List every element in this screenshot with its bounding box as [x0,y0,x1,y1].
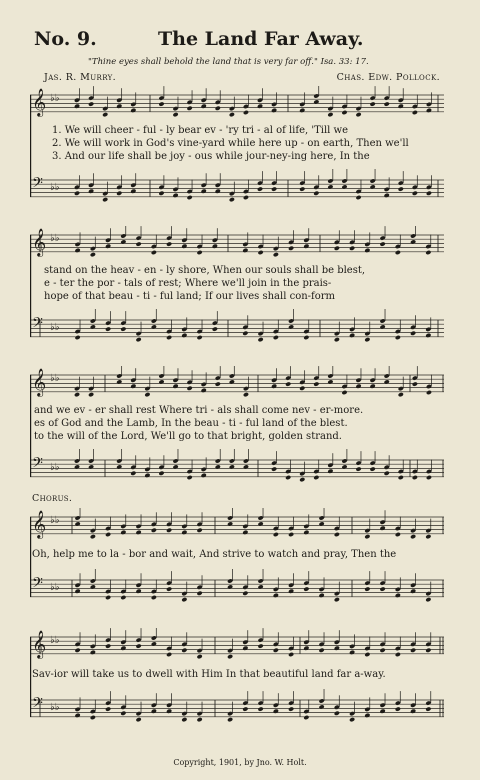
note-head [197,250,203,255]
music-system-5 [30,628,444,728]
note-head [384,471,390,476]
verse-line-1: stand on the heav - en - ly shore, When our souls shall be blest, [44,265,366,276]
note-head [201,189,207,194]
note-head [395,593,401,598]
note-head [166,652,172,657]
note-head [410,589,416,594]
note-head [412,110,418,115]
note-head [120,530,126,535]
note-head [243,110,249,115]
note-head [257,186,263,191]
note-head [426,475,432,480]
note-head [166,528,172,533]
note-head [334,246,340,251]
note-head [130,384,136,389]
bass-clef-icon: 𝄢 [32,175,43,195]
note-head [425,333,431,338]
note-head [303,335,309,340]
note-head [258,584,264,589]
note-head [74,464,80,469]
music-system-3 [30,366,444,488]
note-head [288,324,294,329]
note-head [215,464,221,469]
note-head [380,586,386,591]
note-head [258,521,264,526]
note-head [158,101,164,106]
note-head [120,595,126,600]
key-signature-icon: ♭♭ [50,462,60,473]
note-head [380,648,386,653]
note-head [212,244,218,249]
note-head [334,646,340,651]
note-head [364,586,370,591]
note-head [273,709,279,714]
note-head [102,112,108,117]
note-head [334,337,340,342]
note-head [319,648,325,653]
note-head [380,709,386,714]
note-head [410,709,416,714]
note-head [158,191,164,196]
note-head [227,717,233,722]
note-head [299,108,305,113]
key-signature-icon: ♭♭ [50,702,60,713]
note-head [227,521,233,526]
note-head [212,326,218,331]
note-head [410,239,416,244]
note-head [166,335,172,340]
note-head [395,532,401,537]
note-head [384,379,390,384]
note-head [151,528,157,533]
note-head [74,104,80,109]
treble-clef-icon: 𝄞 [32,228,47,256]
note-head [364,337,370,342]
note-head [299,386,305,391]
note-head [384,193,390,198]
note-head [288,652,294,657]
note-head [412,475,418,480]
note-head [88,392,94,397]
note-head [197,335,203,340]
note-head [172,112,178,117]
key-signature-icon: ♭♭ [50,322,60,333]
note-head [88,101,94,106]
note-head [319,593,325,598]
verse-line-1: 1. We will cheer - ful - ly bear ev - 'ry tri - al of life, 'Till we [52,125,349,136]
note-head [349,717,355,722]
note-head [201,473,207,478]
composer-credit: Chas. Edw. Pollock. [336,72,440,83]
note-head [355,384,361,389]
note-head [288,589,294,594]
note-head [327,469,333,474]
note-head [271,186,277,191]
note-head [243,464,249,469]
note-head [303,586,309,591]
note-head [215,189,221,194]
note-head [355,466,361,471]
note-head [120,326,126,331]
note-head [395,250,401,255]
note-head [201,104,207,109]
note-head [75,335,81,340]
note-head [242,248,248,253]
note-head [120,239,126,244]
note-head [75,248,81,253]
note-head [136,530,142,535]
note-head [187,106,193,111]
note-head [327,184,333,189]
note-head [355,195,361,200]
note-head [273,648,279,653]
note-head [271,384,277,389]
note-head [105,706,111,711]
note-head [425,648,431,653]
hymn-title: The Land Far Away. [158,28,364,50]
music-system-4 [30,508,444,608]
note-head [412,381,418,386]
note-head [229,379,235,384]
note-head [273,252,279,257]
verse-line-1: Oh, help me to la - bor and wait, And strive to watch and pray, Then the [32,549,397,560]
note-head [75,589,81,594]
note-head [105,643,111,648]
note-head [215,381,221,386]
note-head [341,464,347,469]
note-head [258,643,264,648]
note-head [158,471,164,476]
note-head [130,189,136,194]
note-head [242,706,248,711]
note-head [243,195,249,200]
note-head [412,191,418,196]
note-head [229,464,235,469]
note-head [116,464,122,469]
verse-line-2: 2. We will work in God's vine-yard while here up - on earth, Then we'll [52,138,409,149]
bass-clef-icon: 𝄢 [32,695,43,715]
note-head [130,471,136,476]
note-head [166,709,172,714]
note-head [313,99,319,104]
bass-clef-icon: 𝄢 [32,455,43,475]
note-head [166,586,172,591]
note-head [341,390,347,395]
note-head [426,108,432,113]
note-head [120,711,126,716]
note-head [364,248,370,253]
note-head [151,595,157,600]
note-head [334,711,340,716]
note-head [395,706,401,711]
note-head [90,252,96,257]
note-head [273,335,279,340]
note-head [334,532,340,537]
verse-line-1: Sav-ior will take us to dwell with Him In that beautiful land far a-way. [32,669,386,680]
note-head [151,709,157,714]
key-signature-icon: ♭♭ [50,373,60,384]
note-head [102,197,108,202]
note-head [426,191,432,196]
note-head [105,595,111,600]
note-head [151,324,157,329]
note-head [364,534,370,539]
verse-line-2: es of God and the Lamb, In the beau - ti - ful land of the blest. [34,418,348,429]
note-head [181,648,187,653]
note-head [425,597,431,602]
note-head [285,475,291,480]
note-head [120,646,126,651]
note-head [229,197,235,202]
note-head [341,110,347,115]
note-head [116,191,122,196]
treble-clef-icon: 𝄞 [32,368,47,396]
note-head [144,473,150,478]
note-head [398,186,404,191]
note-head [88,464,94,469]
note-head [288,706,294,711]
note-head [271,466,277,471]
note-head [229,112,235,117]
note-head [380,324,386,329]
key-signature-icon: ♭♭ [50,233,60,244]
music-system-1 [30,86,444,208]
note-head [243,392,249,397]
note-head [242,530,248,535]
note-head [74,392,80,397]
note-head [395,335,401,340]
note-head [285,381,291,386]
note-head [105,326,111,331]
note-head [349,650,355,655]
hymn-number: No. 9. [34,28,97,50]
note-head [136,717,142,722]
note-head [227,654,233,659]
note-head [334,597,340,602]
note-head [197,654,203,659]
copyright-notice: Copyright, 1901, by Jno. W. Holt. [173,758,307,767]
note-head [319,704,325,709]
note-head [398,104,404,109]
note-head [395,652,401,657]
note-head [75,648,81,653]
verse-line-3: hope of that beau - ti - ful land; If our lives shall con-form [44,291,336,302]
note-head [271,108,277,113]
verse-line-2: e - ter the por - tals of rest; Where we'll join in the prais- [44,278,332,289]
note-head [242,331,248,336]
note-head [303,715,309,720]
bass-clef-icon: 𝄢 [32,575,43,595]
note-head [187,195,193,200]
note-head [273,593,279,598]
note-head [227,584,233,589]
note-head [181,717,187,722]
note-head [299,186,305,191]
note-head [313,475,319,480]
note-head [105,532,111,537]
note-head [136,337,142,342]
music-system-2 [30,226,444,348]
note-head [136,241,142,246]
note-head [398,475,404,480]
note-head [303,530,309,535]
treble-clef-icon: 𝄞 [32,510,47,538]
note-head [303,646,309,651]
note-head [215,106,221,111]
key-signature-icon: ♭♭ [50,182,60,193]
note-head [181,597,187,602]
note-head [299,477,305,482]
note-head [90,584,96,589]
note-head [370,184,376,189]
note-head [187,386,193,391]
note-head [288,532,294,537]
note-head [425,534,431,539]
note-head [116,104,122,109]
verse-line-3: 3. And our life shall be joy - ous while jour-ney-ing here, In the [52,151,370,162]
note-head [116,379,122,384]
note-head [151,250,157,255]
note-head [172,193,178,198]
treble-clef-icon: 𝄞 [32,88,47,116]
note-head [172,464,178,469]
bass-clef-icon: 𝄢 [32,315,43,335]
note-head [319,521,325,526]
note-head [130,108,136,113]
note-head [75,713,81,718]
note-head [197,717,203,722]
note-head [88,189,94,194]
note-head [258,250,264,255]
note-head [327,112,333,117]
note-head [364,713,370,718]
note-head [197,528,203,533]
note-head [166,241,172,246]
note-head [90,650,96,655]
chorus-label: Chorus. [32,493,73,504]
note-head [410,331,416,336]
note-head [181,333,187,338]
note-head [349,333,355,338]
note-head [313,191,319,196]
note-head [201,388,207,393]
verse-line-3: to the will of the Lord, We'll go to that bright, golden strand. [34,431,342,442]
note-head [257,104,263,109]
note-head [181,244,187,249]
note-head [258,706,264,711]
treble-clef-icon: 𝄞 [32,630,47,658]
note-head [426,390,432,395]
key-signature-icon: ♭♭ [50,582,60,593]
note-head [355,112,361,117]
note-head [258,337,264,342]
note-head [74,191,80,196]
note-head [288,246,294,251]
note-head [105,244,111,249]
key-signature-icon: ♭♭ [50,635,60,646]
note-head [172,384,178,389]
key-signature-icon: ♭♭ [50,93,60,104]
note-head [370,466,376,471]
note-head [313,381,319,386]
note-head [327,379,333,384]
note-head [380,526,386,531]
note-head [242,591,248,596]
key-signature-icon: ♭♭ [50,515,60,526]
note-head [410,648,416,653]
note-head [136,589,142,594]
note-head [181,530,187,535]
note-head [425,250,431,255]
note-head [136,643,142,648]
verse-line-1: and we ev - er shall rest Where tri - als shall come nev - er-more. [34,405,364,416]
note-head [273,532,279,537]
note-head [410,534,416,539]
note-head [144,392,150,397]
note-head [384,101,390,106]
note-head [158,379,164,384]
note-head [197,591,203,596]
note-head [187,475,193,480]
lyricist-credit: Jas. R. Murry. [44,72,117,83]
note-head [398,392,404,397]
scripture-reference: "Thine eyes shall behold the land that is very far off." Isa. 33: 17. [88,57,369,67]
note-head [90,715,96,720]
note-head [75,521,81,526]
note-head [364,652,370,657]
note-head [151,641,157,646]
note-head [370,384,376,389]
note-head [90,534,96,539]
note-head [90,324,96,329]
note-head [425,706,431,711]
note-head [370,101,376,106]
note-head [349,246,355,251]
note-head [341,184,347,189]
note-head [380,241,386,246]
note-head [242,646,248,651]
note-head [303,244,309,249]
